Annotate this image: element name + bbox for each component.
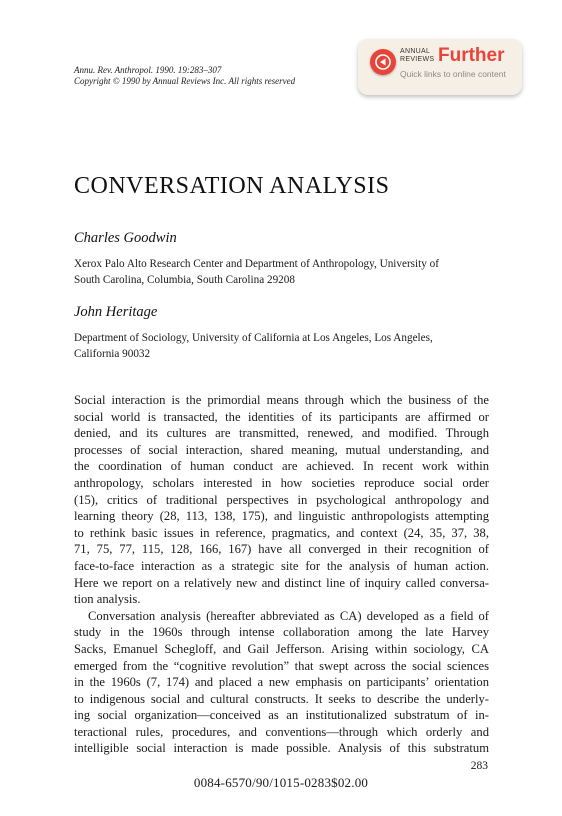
body-line: face-to-face interaction as a strategic site for the analysis of human action. bbox=[74, 558, 489, 573]
body-line: in the 1960s (7, 174) and placed a new emphasis on participants’ orientation bbox=[74, 675, 489, 690]
article-title: CONVERSATION ANALYSIS bbox=[74, 173, 390, 199]
badge-annual-label: ANNUAL bbox=[400, 48, 431, 55]
body-line: Conversation analysis (hereafter abbreviated as CA) developed as a field of bbox=[88, 608, 489, 623]
affiliation-line: Department of Sociology, University of California at Los Angeles, Los Angeles, bbox=[74, 332, 433, 344]
author-name: Charles Goodwin bbox=[74, 230, 177, 246]
citation-journal: Annu. Rev. Anthropol. 1990. 19:283–307 bbox=[74, 65, 222, 75]
page-number: 283 bbox=[470, 760, 488, 772]
affiliation-line: South Carolina, Columbia, South Carolina 29208 bbox=[74, 274, 295, 286]
body-line: teractional rules, procedures, and conventions—through which orderly and bbox=[74, 724, 489, 739]
citation-copyright: Copyright © 1990 by Annual Reviews Inc. All rights reserved bbox=[74, 76, 296, 86]
author-affiliation bbox=[74, 330, 488, 362]
body-line: emerged from the “cognitive revolution” that swept across the social sciences bbox=[74, 658, 489, 673]
affiliation-line: California 90032 bbox=[74, 348, 151, 360]
body-line: to rethink basic issues in reference, pragmatics, and context (24, 35, 37, 38, bbox=[74, 525, 489, 540]
body-line: anthropology, scholars interested in how societies reproduce social order bbox=[74, 475, 489, 490]
body-line: intelligible social interaction is made possible. Analysis of this substratum bbox=[74, 741, 489, 756]
body-line: the coordination of human conduct are achieved. In recent work within bbox=[74, 459, 489, 474]
badge-subtitle: Quick links to online content bbox=[400, 69, 506, 79]
body-line: to indigenous social and cultural constructs. It seeks to describe the underly- bbox=[74, 691, 489, 706]
body-line: denied, and its cultures are transmitted, renewed, and modified. Through bbox=[74, 426, 489, 441]
body-line: tion analysis. bbox=[74, 592, 141, 607]
body-paragraphs bbox=[74, 392, 489, 757]
body-line: ing social organization—conceived as an institutionalized substratum of in- bbox=[74, 708, 489, 723]
badge-further-label: Further bbox=[438, 45, 505, 66]
body-line: social world is transacted, the identities of its participants are affirmed or bbox=[74, 409, 489, 424]
body-line: Here we report on a relatively new and distinct line of inquiry called conversa- bbox=[74, 575, 489, 590]
author-name: John Heritage bbox=[74, 304, 158, 320]
affiliation-line: Xerox Palo Alto Research Center and Department of Anthropology, University of bbox=[74, 258, 439, 270]
footer-code: 0084-6570/90/1015-0283$02.00 bbox=[193, 775, 369, 790]
annual-reviews-play-icon bbox=[370, 49, 396, 75]
body-line: 71, 75, 77, 115, 128, 166, 167) have all converged in their recognition of bbox=[74, 542, 489, 557]
body-line: (15), critics of traditional perspectives in psychological anthropology and bbox=[74, 492, 489, 507]
body-line: Social interaction is the primordial means through which the business of the bbox=[74, 393, 489, 407]
body-line: learning theory (28, 113, 138, 175), and linguistic anthropologists attempting bbox=[74, 509, 489, 524]
body-line: study in the 1960s through intense collaboration among the late Harvey bbox=[74, 625, 489, 640]
badge-reviews-label: REVIEWS bbox=[400, 56, 435, 63]
further-badge[interactable] bbox=[358, 39, 522, 95]
body-line: Sacks, Emanuel Schegloff, and Gail Jefferson. Arising within sociology, CA bbox=[74, 641, 489, 656]
author-affiliation bbox=[74, 256, 488, 288]
citation-block bbox=[74, 65, 295, 87]
body-line: processes of social interaction, shared meaning, mutual understanding, and bbox=[74, 442, 489, 457]
